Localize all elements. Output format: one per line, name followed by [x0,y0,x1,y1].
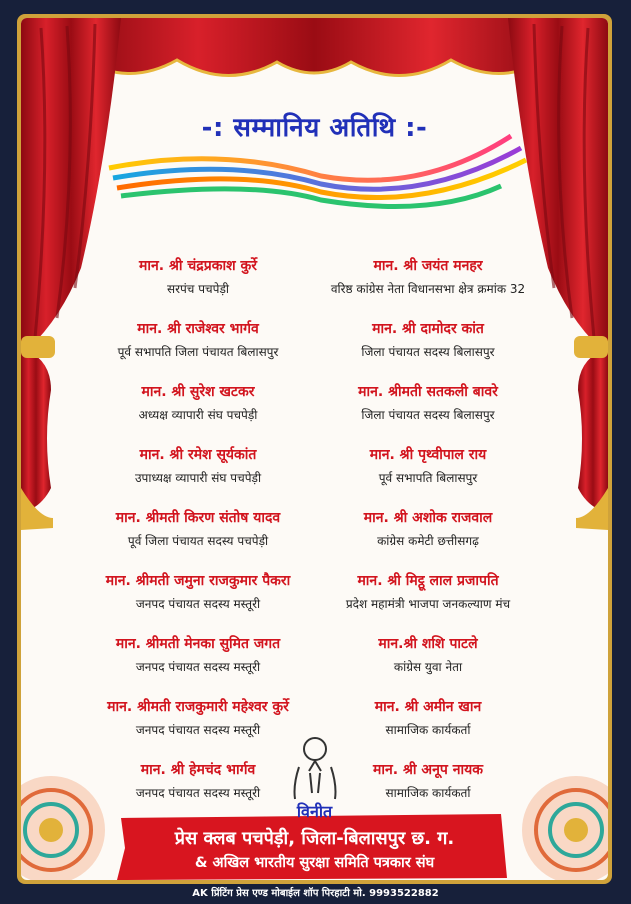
guest-entry [298,445,558,486]
guest-name: मान. श्री सुरेश खटकर [141,384,255,400]
guest-entry [68,634,328,675]
guest-name: मान. श्री राजेश्वर भार्गव [137,321,259,337]
guest-designation: जनपद पंचायत सदस्य मस्तूरी [135,723,261,737]
guest-designation: उपाध्यक्ष व्यापारी संघ पचपेड़ी [134,471,262,485]
rainbow-ribbon [109,136,526,206]
guest-designation: पूर्व जिला पंचायत सदस्य पचपेड़ी [127,534,269,548]
guest-entry [68,319,328,360]
guest-name: मान. श्री रमेश सूर्यकांत [139,447,257,463]
guest-name: मान. श्री दामोदर कांत [372,321,484,337]
guest-entry [68,445,328,486]
guest-entry [68,256,328,297]
guest-name: मान. श्रीमती जमुना राजकुमार पैकरा [105,573,291,589]
guest-designation: वरिष्ठ कांग्रेस नेता विधानसभा क्षेत्र क्रमांक 32 [330,282,526,296]
guest-designation: सामाजिक कार्यकर्ता [385,786,471,800]
guest-name: मान. श्री अमीन खान [374,699,482,715]
guest-entry [298,634,558,675]
guest-designation: पूर्व सभापति बिलासपुर [378,471,478,485]
guest-name: मान. श्री अनूप नायक [373,762,483,778]
guest-entry [298,508,558,549]
guest-designation: अध्यक्ष व्यापारी संघ पचपेड़ी [138,408,258,422]
guest-entry [298,382,558,423]
guest-entry [298,319,558,360]
guest-designation: सरपंच पचपेड़ी [166,282,230,296]
vineet-label: विनीत [296,802,333,821]
guest-designation: जिला पंचायत सदस्य बिलासपुर [361,408,495,422]
organizer-line-2: & अखिल भारतीय सुरक्षा समिति पत्रकार संघ [194,855,435,871]
guest-name: मान. श्री अशोक राजवाल [363,510,493,526]
guest-entry [68,571,328,612]
guest-entry [68,697,328,738]
guest-designation: जनपद पंचायत सदस्य मस्तूरी [135,597,261,611]
guest-designation: कांग्रेस कमेटी छत्तीसगढ़ [377,534,479,548]
guest-name: मान. श्री मिट्ठू लाल प्रजापति [357,573,499,589]
guest-entry [68,508,328,549]
page-title: -: सम्मानिय अतिथि :- [201,113,428,143]
guest-name: मान. श्री जयंत मनहर [373,258,483,274]
guest-entry [68,382,328,423]
printer-footer: AK प्रिंटिंग प्रेस एण्ड मोबाईल शॉप पिरहाटी मो. 9993522882 [192,888,439,899]
guest-name: मान. श्री पृथ्वीपाल राय [369,447,487,463]
guest-designation: जिला पंचायत सदस्य बिलासपुर [361,345,495,359]
guest-designation: सामाजिक कार्यकर्ता [385,723,471,737]
organizer-line-1: प्रेस क्लब पचपेड़ी, जिला-बिलासपुर छ. ग. [174,828,455,849]
guest-entry [68,760,328,801]
guest-designation: प्रदेश महामंत्री भाजपा जनकल्याण मंच [345,597,511,611]
guest-designation: कांग्रेस युवा नेता [393,660,463,674]
guest-name: मान. श्रीमती सतकली बावरे [358,384,498,400]
guest-name: मान. श्री हेमचंद भार्गव [140,762,256,778]
guest-entry [298,571,558,612]
guest-designation: जनपद पंचायत सदस्य मस्तूरी [135,660,261,674]
guest-entry [298,760,558,801]
guest-name: मान. श्रीमती राजकुमारी महेश्वर कुर्रे [107,699,289,715]
poster-body [21,18,608,880]
guest-name: मान. श्रीमती मेनका सुमित जगत [115,636,281,652]
guest-name: मान.श्री शशि पाटले [378,636,478,652]
guest-name: मान. श्री चंद्रप्रकाश कुर्रे [139,258,257,274]
curtain-valance [81,18,548,76]
guest-entry [298,256,558,297]
guest-entry [298,697,558,738]
guest-designation: जनपद पंचायत सदस्य मस्तूरी [135,786,261,800]
guest-designation: पूर्व सभापति जिला पंचायत बिलासपुर [117,345,279,359]
guest-name: मान. श्रीमती किरण संतोष यादव [115,510,281,526]
